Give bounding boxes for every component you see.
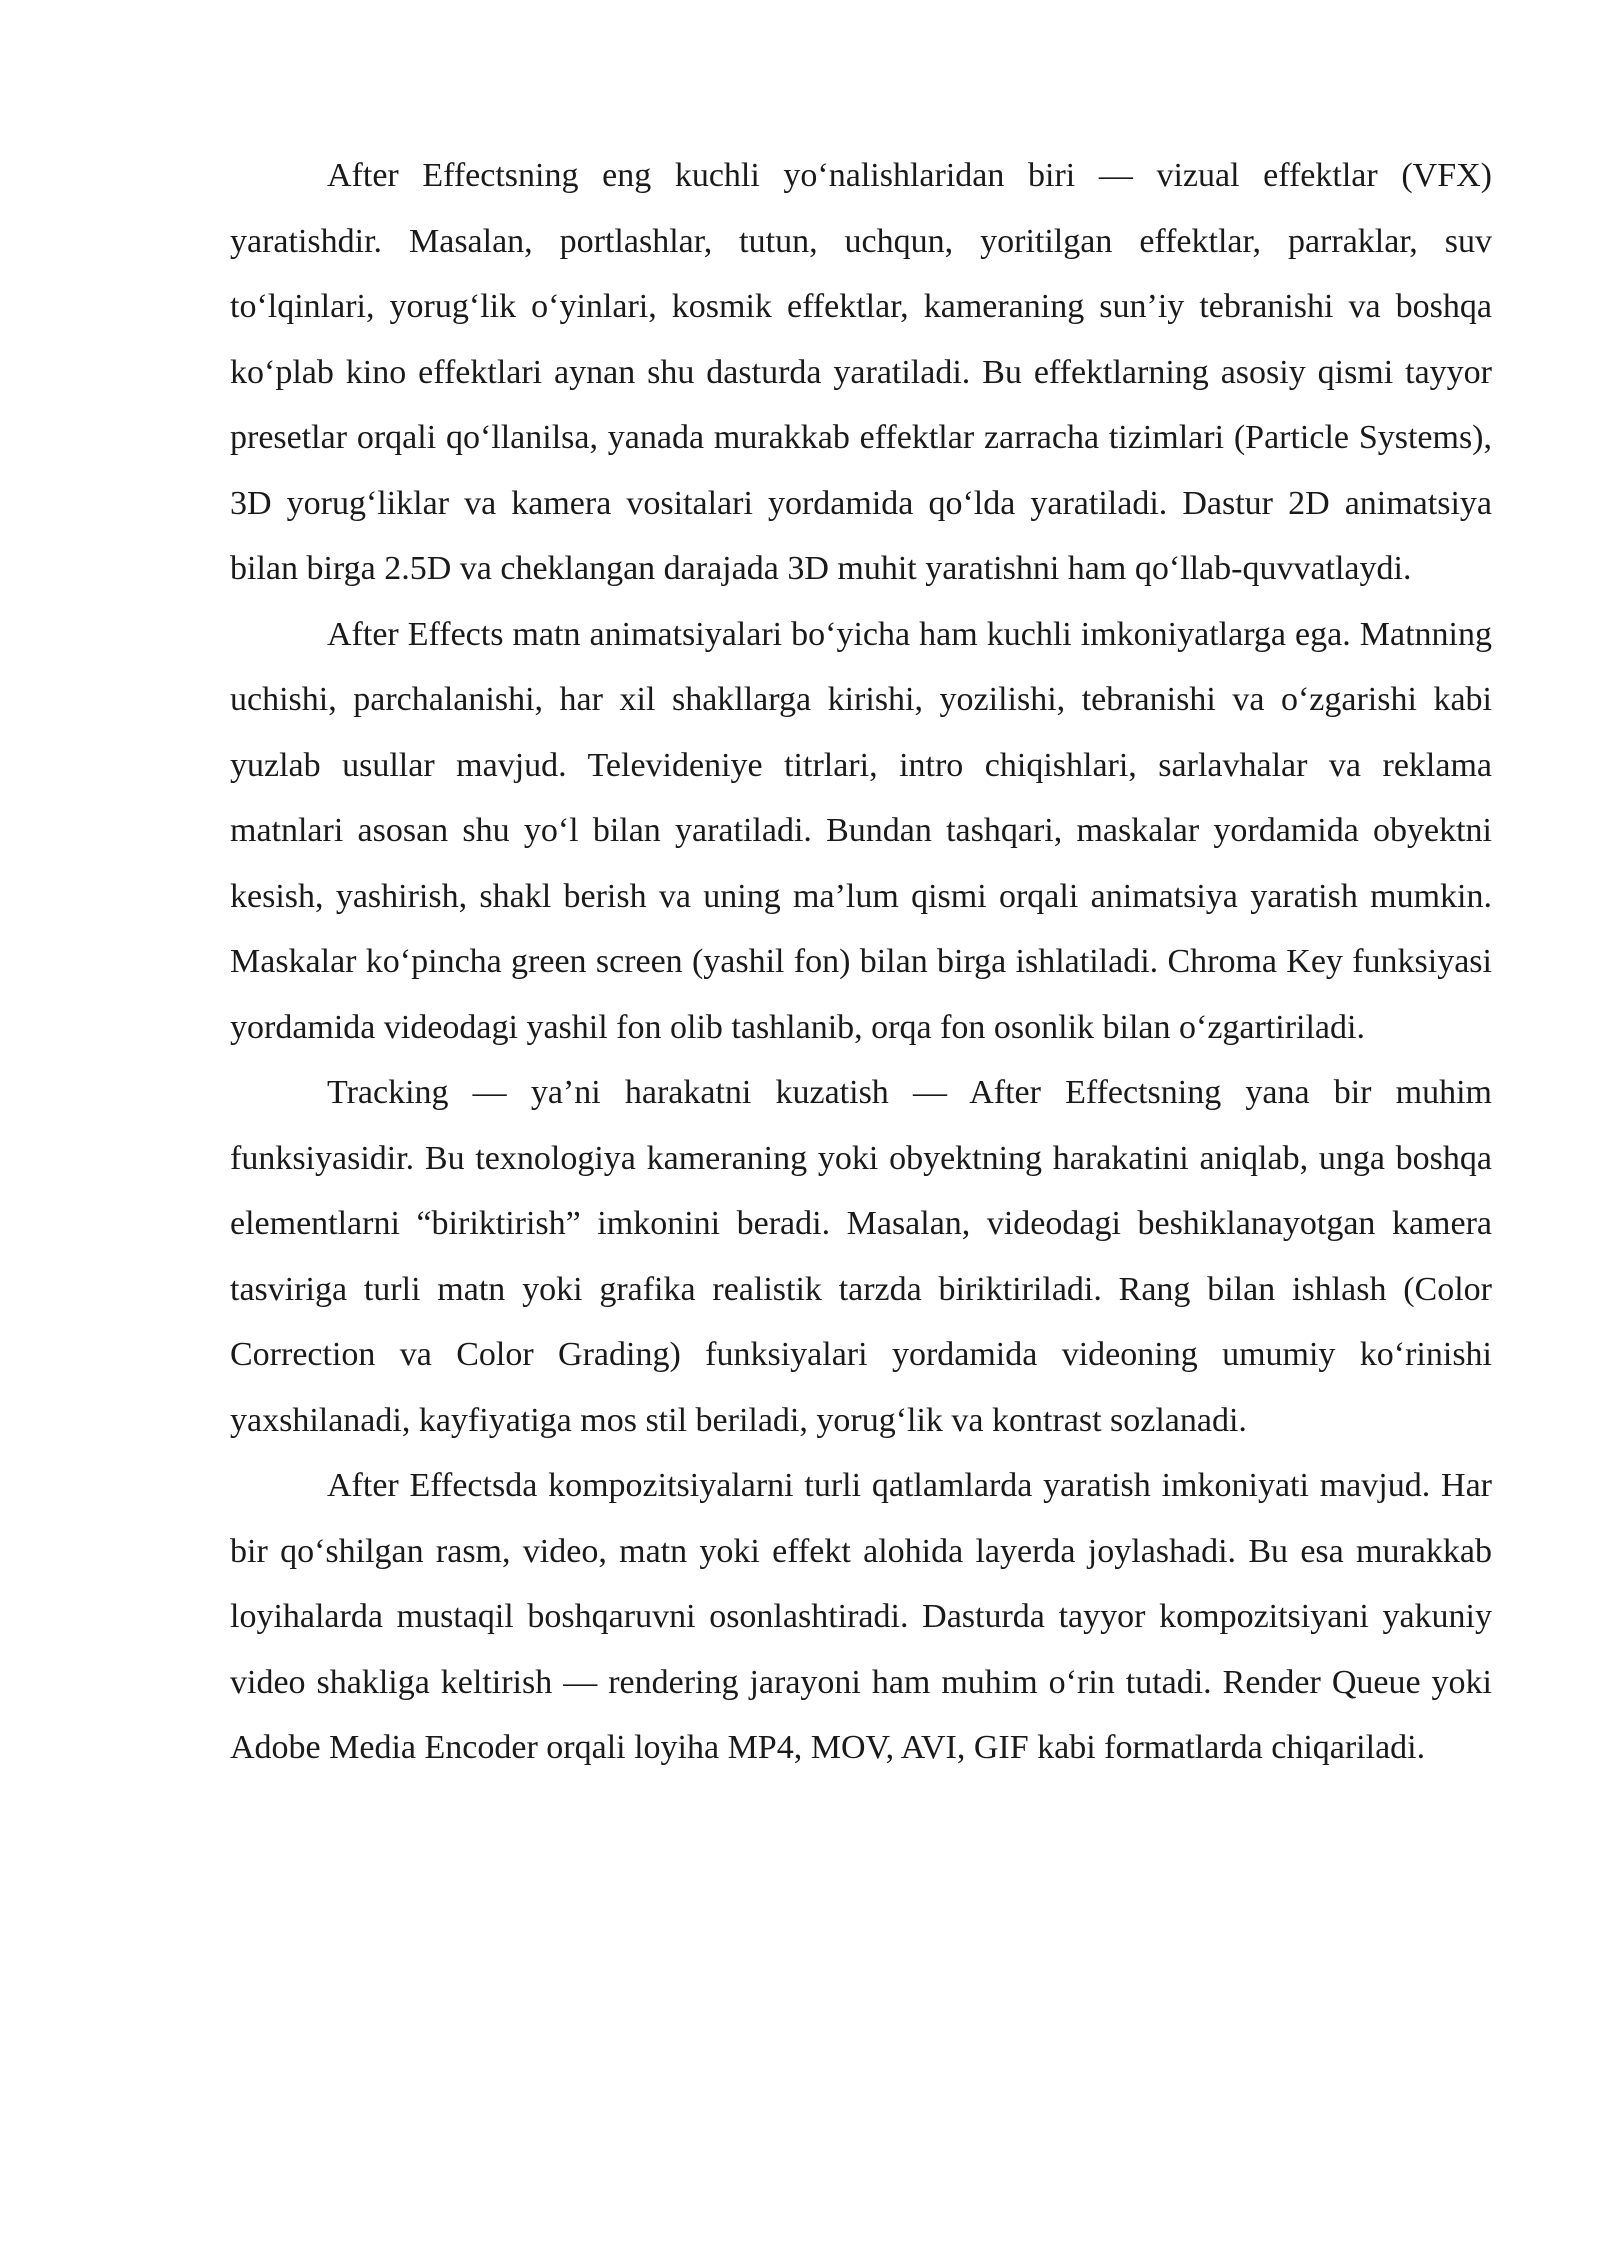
paragraph-vfx: After Effectsning eng kuchli yo‘nalishlaridan biri — vizual effektlar (VFX) yaratishdir. Masalan, portlashlar, tutun, uchqun, yoritilgan effektlar, parraklar, suv to‘lqinlari, yorug‘lik o‘yinlari, kosmik effektlar, kameraning sun’iy tebranishi va boshqa ko‘plab kino effektlari aynan shu dasturda yaratiladi. Bu effektlarning asosiy qismi tayyor presetlar orqali qo‘llanilsa, yanada murakkab effektlar zarracha tizimlari (Particle Systems), 3D yorug‘liklar va kamera vositalari yordamida qo‘lda yaratiladi. Dastur 2D animatsiya bilan birga 2.5D va cheklangan darajada 3D muhit yaratishni ham qo‘llab-quvvatlaydi. [230,157,1492,587]
document-body [230,143,1492,1781]
paragraph-text-animation: After Effects matn animatsiyalari bo‘yicha ham kuchli imkoniyatlarga ega. Matnning uchishi, parchalanishi, har xil shakllarga kirishi, yozilishi, tebranishi va o‘zgarishi kabi yuzlab usullar mavjud. Televideniye titrlari, intro chiqishlari, sarlavhalar va reklama matnlari asosan shu yo‘l bilan yaratiladi. Bundan tashqari, maskalar yordamida obyektni kesish, yashirish, shakl berish va uning ma’lum qismi orqali animatsiya yaratish mumkin. Maskalar ko‘pincha green screen (yashil fon) bilan birga ishlatiladi. Chroma Key funksiyasi yordamida videodagi yashil fon olib tashlanib, orqa fon osonlik bilan o‘zgartiriladi. [230,615,1492,1046]
paragraph-tracking: Tracking — ya’ni harakatni kuzatish — After Effectsning yana bir muhim funksiyasidir. Bu texnologiya kameraning yoki obyektning harakatini aniqlab, unga boshqa elementlarni “biriktirish” imkonini beradi. Masalan, videodagi beshiklanayotgan kamera tasviriga turli matn yoki grafika realistik tarzda biriktiriladi. Rang bilan ishlash (Color Correction va Color Grading) funksiyalari yordamida videoning umumiy ko‘rinishi yaxshilanadi, kayfiyatiga mos stil beriladi, yorug‘lik va kontrast sozlanadi. [230,1074,1492,1439]
paragraph-compositions: After Effectsda kompozitsiyalarni turli qatlamlarda yaratish imkoniyati mavjud. Har bir qo‘shilgan rasm, video, matn yoki effekt alohida layerda joylashadi. Bu esa murakkab loyihalarda mustaqil boshqaruvni osonlashtiradi. Dasturda tayyor kompozitsiyani yakuniy video shakliga keltirish — rendering jarayoni ham muhim o‘rin tutadi. Render Queue yoki Adobe Media Encoder orqali loyiha MP4, MOV, AVI, GIF kabi formatlarda chiqariladi. [230,1467,1492,1766]
